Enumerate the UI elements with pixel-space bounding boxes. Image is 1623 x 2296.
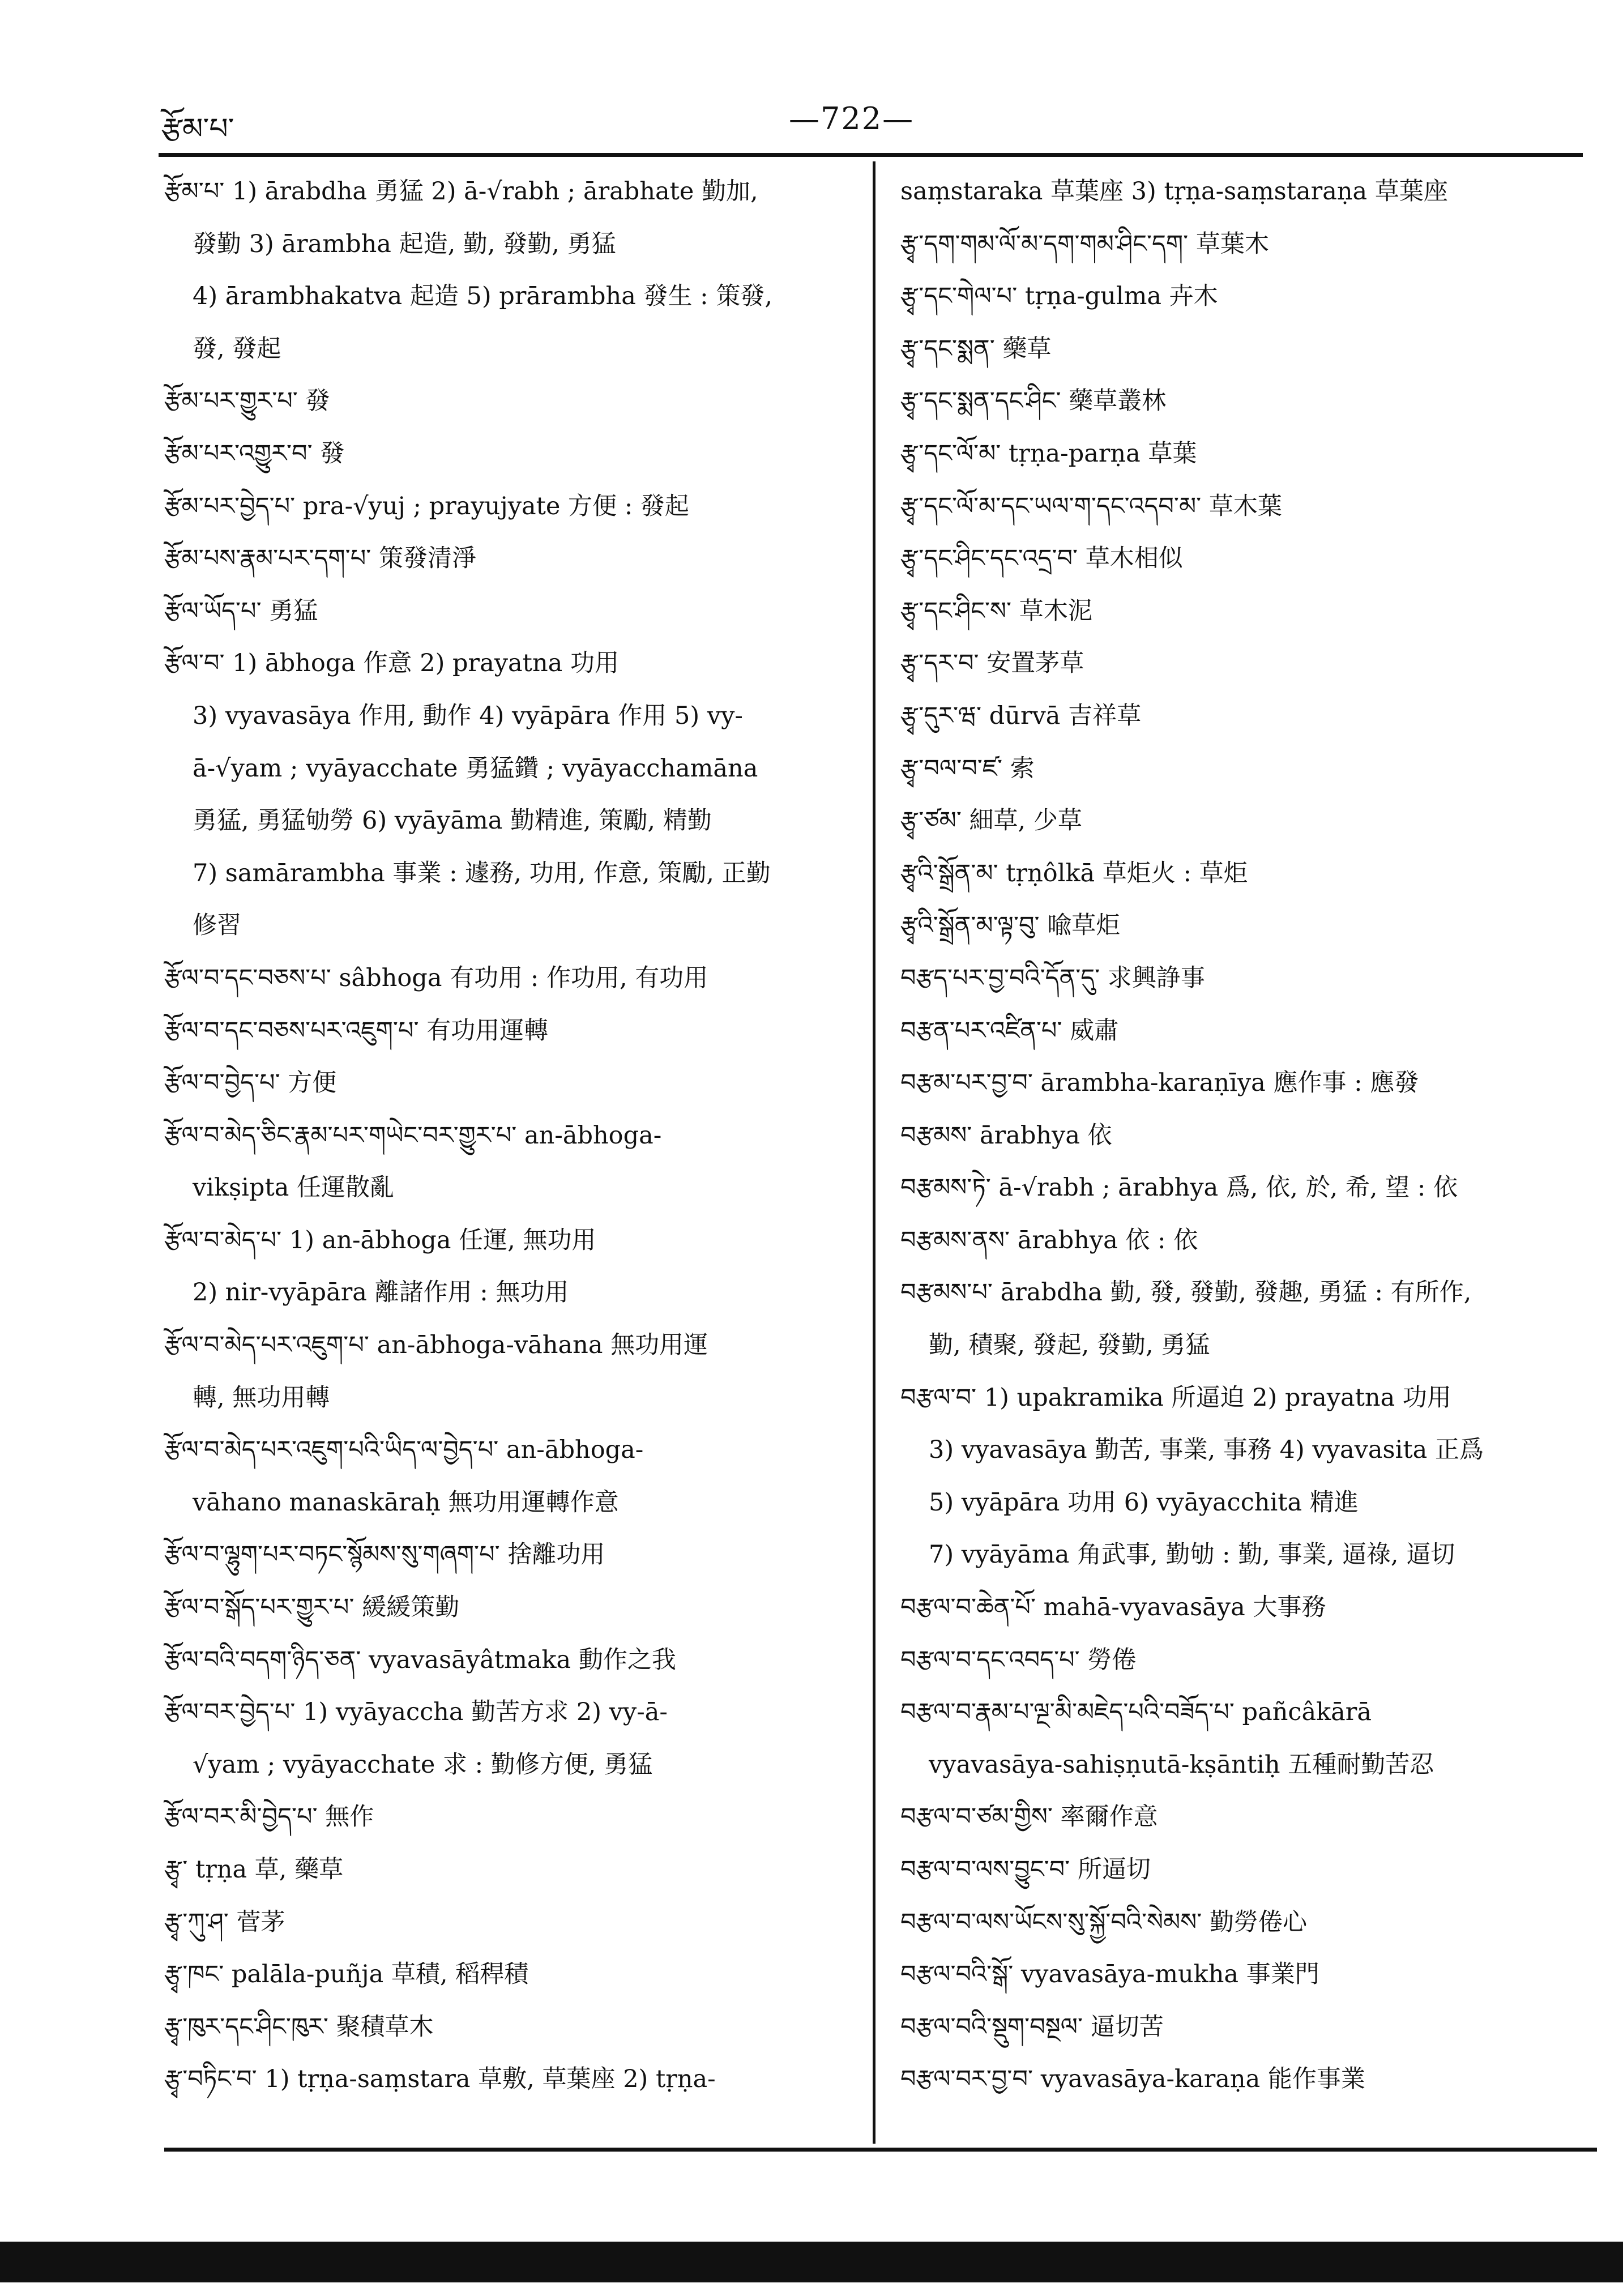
running-head: རྩོམ་པ་ [161,112,234,146]
dictionary-entry [900,847,1597,900]
scan-edge-band [0,2242,1623,2282]
entry-continuation: 4) ārambhakatva 起造 5) prārambha 發生 : 策發, [193,282,773,311]
dictionary-entry [900,742,1597,795]
dictionary-entry [164,1529,852,1581]
entry-continuation: 2) nir-vyāpāra 離諸作用 : 無功用 [193,1278,569,1307]
entry-continuation: 發勤 3) ārambha 起造, 勤, 發勤, 勇猛 [193,229,616,258]
entry-headline: རྩོལ་བ་དང་བཅས་པར་འཇུག་པ་ 有功用運轉 [164,1016,549,1045]
dictionary-entry [900,1634,1597,1687]
dictionary-entry [900,532,1597,585]
entry-headline: རྩོལ་བ་མེད་པར་འཇུག་པའི་ཡིད་ལ་བྱེད་པ་ an-ābhoga- [164,1436,644,1465]
entry-headline: བརྩལ་བ་ 1) upakramika 所逼迫 2) prayatna 功用 [900,1383,1451,1412]
dictionary-entry [164,585,852,638]
entry-headline: རྩྭ་དུར་ཝ་ dūrvā 吉祥草 [900,701,1142,730]
entry-headline: བརྩམས་ ārabhya 依 [900,1121,1112,1150]
header-rule [159,153,1583,157]
dictionary-entry [900,375,1597,428]
entry-headline: བརྩམས་པ་ ārabdha 勤, 發, 發勤, 發趣, 勇猛 : 有所作, [900,1278,1472,1307]
entry-continuation: vikṣipta 任運散亂 [193,1173,395,1202]
dictionary-entry [900,1057,1597,1109]
dictionary-entry [164,1686,852,1791]
dictionary-entry [900,795,1597,847]
dictionary-entry [164,1109,852,1214]
entry-headline: བརྩལ་བར་བྱ་བ་ vyavasāya-karaṇa 能作事業 [900,2065,1365,2094]
dictionary-entry [900,1948,1597,2001]
entry-headline: བརྩམ་པར་བྱ་བ་ ārambha-karaṇīya 應作事 : 應發 [900,1069,1419,1098]
entry-headline: རྩོལ་བ་མེད་པར་འཇུག་པ་ an-ābhoga-vāhana 無功用運 [164,1331,708,1360]
entry-headline: རྩོལ་བ་བྱེད་པ་ 方便 [164,1069,337,1098]
entry-headline: བརྩལ་བ་དང་འབད་པ་ 勞倦 [900,1645,1137,1674]
dictionary-entry [164,1005,852,1057]
entry-headline: རྩྭ་དང་ལོ་མ་ tṛṇa-parṇa 草葉 [900,439,1197,468]
dictionary-entry [900,165,1597,218]
dictionary-entry [900,585,1597,638]
entry-headline: རྩོལ་བ་མེད་ཅིང་རྣམ་པར་གཡེང་བར་གྱུར་པ་ an-ābhoga- [164,1121,662,1150]
dictionary-entry [900,1372,1597,1581]
entry-headline: རྩྭ་བཏིང་བ་ 1) tṛṇa-saṃstara 草敷, 草葉座 2) tṛṇa- [164,2065,716,2094]
dictionary-entry [164,1581,852,1634]
dictionary-entry [164,1948,852,2001]
entry-headline: རྩོམ་པར་བྱེད་པ་ pra-√yuj ; prayujyate 方便 : 發起 [164,492,689,520]
dictionary-entry [900,1005,1597,1057]
footer-rule [164,2148,1597,2152]
entry-headline: རྩྭ་དང་སྨན་དང་ཤིང་ 藥草叢林 [900,387,1167,416]
dictionary-entry [900,637,1597,690]
dictionary-entry [900,480,1597,533]
entry-headline: རྩྭ་ཙམ་ 細草, 少草 [900,806,1082,835]
entry-headline: རྩྭ་ཀུ་ཤ་ 菅茅 [164,1907,285,1936]
entry-headline: རྩྭ་བལ་བ་ཛ་ 索 [900,754,1035,783]
entry-headline: བརྩལ་བ་ལས་བྱུང་བ་ 所逼切 [900,1855,1151,1884]
entry-headline: རྩོལ་བ་མེད་པ་ 1) an-ābhoga 任運, 無功用 [164,1226,596,1254]
entry-headline: རྩོལ་བ་སྒོད་པར་གྱུར་པ་ 緩緩策勤 [164,1593,460,1622]
dictionary-entry [900,2053,1597,2106]
entry-headline: བརྩམས་ཏེ་ ā-√rabh ; ārabhya 爲, 依, 於, 希, 望 : 依 [900,1173,1458,1202]
entry-headline: རྩོམ་པས་རྣམ་པར་དག་པ་ 策發清淨 [164,544,476,573]
entry-headline: རྩོལ་བར་མི་བྱེད་པ་ 無作 [164,1803,374,1832]
entry-headline: རྩོམ་པ་ 1) ārabdha 勇猛 2) ā-√rabh ; ārabhate 勤加, [164,177,758,206]
entry-continuation: ā-√yam ; vyāyacchate 勇猛鑽 ; vyāyacchamāna [193,754,758,783]
dictionary-entry [164,1057,852,1109]
entry-headline: བརྩལ་བ་རྣམ་པ་ལྔ་མི་མཇེད་པའི་བཟོད་པ་ pañcâkārā [900,1698,1372,1727]
entry-headline: རྩོལ་ཡོད་པ་ 勇猛 [164,596,318,625]
entry-continuation: 7) samārambha 事業 : 遽務, 功用, 作意, 策勵, 正勤 [193,859,771,887]
dictionary-entry [164,165,852,375]
dictionary-entry [164,1319,852,1424]
dictionary-entry [164,532,852,585]
entry-headline: རྩོམ་པར་གྱུར་པ་ 發 [164,387,330,416]
left-column [164,165,852,2106]
dictionary-entry [900,323,1597,375]
page-number: —722— [789,101,915,136]
entry-continuation: 3) vyavasāya 作用, 動作 4) vyāpāra 作用 5) vy- [193,701,743,730]
dictionary-entry [164,1634,852,1687]
dictionary-entry [900,428,1597,480]
column-divider [873,161,875,2144]
entry-headline: རྩྭའི་སྒྲོན་མ་ tṛṇôlkā 草炬火 : 草炬 [900,859,1248,887]
entry-continuation: 7) vyāyāma 角武事, 勤劬 : 勤, 事業, 逼祿, 逼切 [929,1540,1455,1569]
entry-headline: རྩྭའི་སྒྲོན་མ་ལྟ་བུ་ 喩草炬 [900,911,1121,940]
entry-headline: རྩོལ་བ་དང་བཅས་པ་ sâbhoga 有功用 : 作功用, 有功用 [164,963,708,992]
entry-continuation: vāhano manaskāraḥ 無功用運轉作意 [193,1488,619,1517]
dictionary-entry [900,952,1597,1005]
right-column [900,165,1597,2106]
dictionary-entry [164,2001,852,2054]
entry-continuation: 發, 發起 [193,334,281,363]
dictionary-entry [164,637,852,952]
entry-headline: རྩྭ་དར་བ་ 安置茅草 [900,649,1084,678]
entry-headline: རྩོལ་བ་ལྷུག་པར་བཏང་སྙོམས་སུ་གཞག་པ་ 捨離功用 [164,1540,605,1569]
entry-headline: རྩོལ་བར་བྱེད་པ་ 1) vyāyaccha 勤苦方求 2) vy-ā- [164,1698,668,1727]
entry-headline: བརྩལ་བ་ལས་ཡོངས་སུ་སྐྱོ་བའི་སེམས་ 勤勞倦心 [900,1907,1307,1936]
dictionary-entry [900,690,1597,742]
dictionary-entry [900,1109,1597,1162]
dictionary-entry [900,899,1597,952]
dictionary-entry [164,428,852,480]
dictionary-entry [900,1214,1597,1267]
entry-headline: རྩོམ་པར་འགྱུར་བ་ 發 [164,439,345,468]
entry-headline: བརྩལ་བ་ཙམ་གྱིས་ 率爾作意 [900,1803,1158,1832]
dictionary-entry [900,1162,1597,1214]
entry-headline: བརྩལ་བ་ཆེན་པོ་ mahā-vyavasāya 大事務 [900,1593,1326,1622]
entry-headline: རྩོལ་བ་ 1) ābhoga 作意 2) prayatna 功用 [164,649,619,678]
dictionary-entry [900,1686,1597,1791]
dictionary-entry [164,1424,852,1529]
entry-continuation: 勤, 積聚, 發起, 發勤, 勇猛 [929,1331,1210,1360]
entry-continuation: 修習 [193,911,241,940]
entry-continuation: √yam ; vyāyacchate 求 : 勤修方便, 勇猛 [193,1750,653,1779]
entry-headline: རྩྭ་དག་གམ་ལོ་མ་དག་གམ་ཤིང་དག་ 草葉木 [900,229,1269,258]
entry-headline: བརྩམས་ནས་ ārabhya 依 : 依 [900,1226,1198,1254]
dictionary-entry [164,1791,852,1843]
entry-headline: བརྩད་པར་བྱ་བའི་དོན་དུ་ 求興諍事 [900,963,1205,992]
dictionary-entry [164,2053,852,2106]
dictionary-entry [900,1581,1597,1634]
entry-headline: རྩྭ་ tṛṇa 草, 藥草 [164,1855,344,1884]
entry-headline: རྩྭ་དང་གེལ་པ་ tṛṇa-gulma 卉木 [900,282,1218,311]
dictionary-entry [900,270,1597,323]
dictionary-entry [900,1791,1597,1843]
dictionary-entry [164,480,852,533]
entry-headline: བརྩན་པར་འཛིན་པ་ 威肅 [900,1016,1119,1045]
dictionary-entry [900,1843,1597,1896]
entry-headline: རྩྭ་ཁུར་དང་ཤིང་ཁུར་ 聚積草木 [164,2012,434,2041]
dictionary-entry [164,1896,852,1949]
entry-continuation: 勇猛, 勇猛劬勞 6) vyāyāma 勤精進, 策勵, 精勤 [193,806,712,835]
dictionary-entry [900,2001,1597,2054]
entry-headline: རྩྭ་དང་སྨན་ 藥草 [900,334,1052,363]
dictionary-entry [164,952,852,1005]
entry-headline: རྩྭ་དང་ཤིང་ས་ 草木泥 [900,596,1092,625]
entry-headline: རྩྭ་དང་ཤིང་དང་འདྲ་བ་ 草木相似 [900,544,1183,573]
entry-headline: རྩོལ་བའི་བདག་ཉིད་ཅན་ vyavasāyâtmaka 動作之我 [164,1645,676,1674]
dictionary-entry [164,375,852,428]
entry-headline: བརྩལ་བའི་སྒོ་ vyavasāya-mukha 事業門 [900,1960,1319,1989]
entry-headline: རྩྭ་ཁང་ palāla-puñja 草積, 稻稈積 [164,1960,529,1989]
dictionary-entry [900,1896,1597,1949]
entry-headline: saṃstaraka 草葉座 3) tṛṇa-saṃstaraṇa 草葉座 [900,177,1448,206]
entry-continuation: vyavasāya-sahiṣṇutā-kṣāntiḥ 五種耐勤苦忍 [929,1750,1434,1779]
dictionary-entry [900,218,1597,271]
dictionary-entry [900,1266,1597,1371]
entry-continuation: 5) vyāpāra 功用 6) vyāyacchita 精進 [929,1488,1359,1517]
dictionary-entry [164,1843,852,1896]
entry-continuation: 3) vyavasāya 勤苦, 事業, 事務 4) vyavasita 正爲 [929,1436,1484,1465]
entry-continuation: 轉, 無功用轉 [193,1383,330,1412]
dictionary-entry [164,1214,852,1319]
entry-headline: བརྩལ་བའི་སྡུག་བསྔལ་ 逼切苦 [900,2012,1164,2041]
entry-headline: རྩྭ་དང་ལོ་མ་དང་ཡལ་ག་དང་འདབ་མ་ 草木葉 [900,492,1282,520]
